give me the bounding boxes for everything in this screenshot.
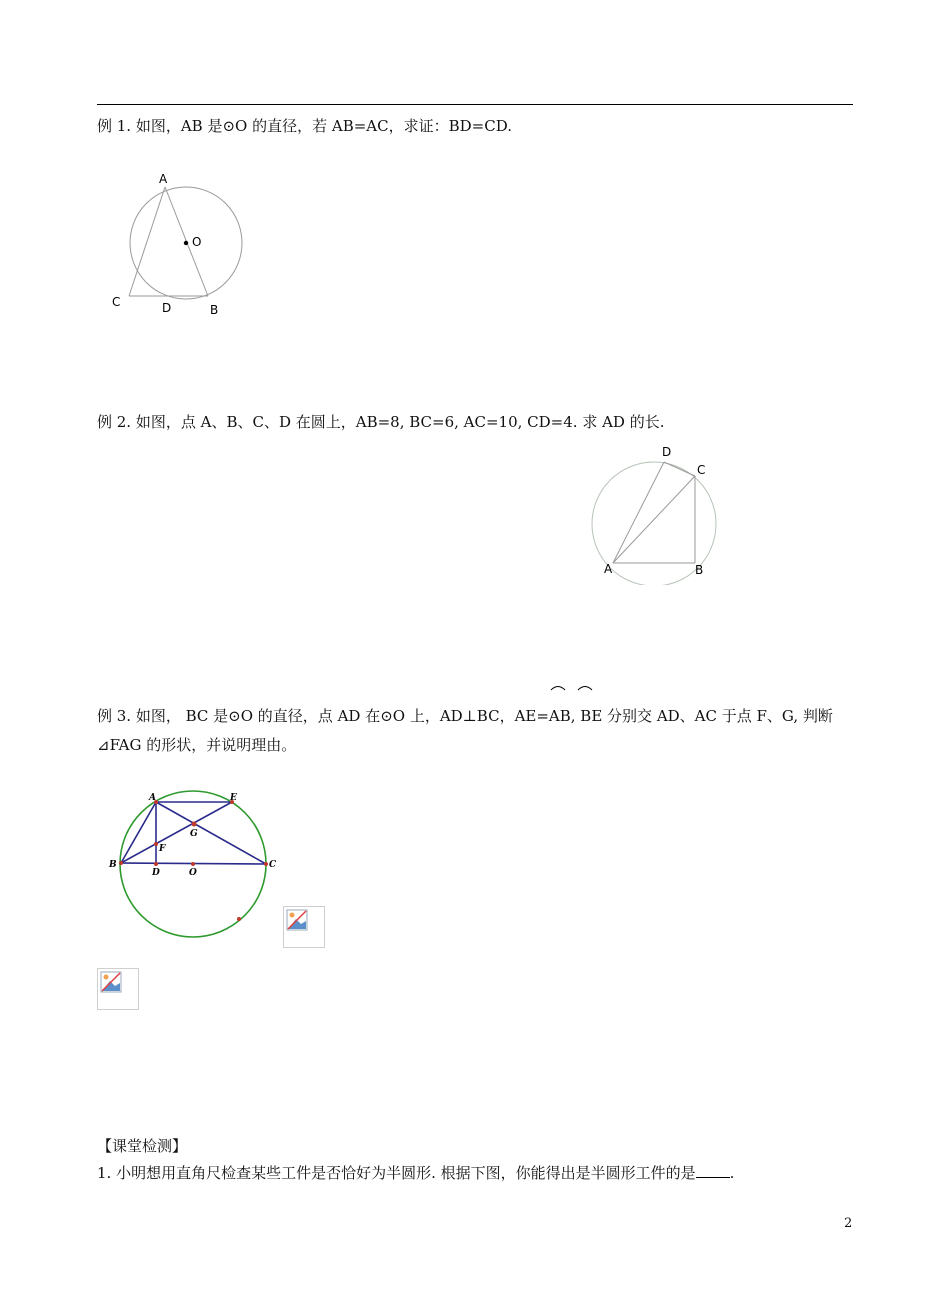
- label-D: D: [662, 445, 672, 459]
- label-D: D: [162, 301, 172, 315]
- label-B: B: [695, 563, 704, 577]
- point-B: [119, 861, 123, 865]
- question1-text: 1. 小明想用直角尺检查某些工件是否恰好为半圆形. 根据下图，你能得出是半圆形工件的是: [97, 1164, 696, 1182]
- point-F: [154, 842, 158, 846]
- label-C: C: [112, 295, 121, 309]
- broken-image-icon: [286, 909, 308, 931]
- point-O: [191, 862, 195, 866]
- example3-text-line1: 例 3. 如图， BC 是⊙O 的直径，点 AD 在⊙O 上，AD⊥BC，AE=AB, BE 分别交 AD、AC 于点 F、G, 判断: [97, 707, 833, 725]
- broken-image-icon: [100, 971, 122, 993]
- broken-image-placeholder: [283, 906, 325, 948]
- example3-text-line2: ⊿FAG 的形状，并说明理由。: [97, 736, 297, 754]
- question1-end: .: [729, 1164, 735, 1182]
- point-C: [264, 862, 268, 866]
- point-G: [192, 822, 197, 827]
- label-B: B: [109, 860, 117, 870]
- arc-marks: [548, 680, 598, 694]
- label-A: A: [149, 793, 156, 803]
- broken-image-placeholder: [97, 968, 139, 1010]
- segment-AC: [613, 476, 695, 563]
- segment-DC: [664, 462, 695, 476]
- example3-figure: [105, 788, 285, 943]
- answer-blank[interactable]: [696, 1163, 730, 1178]
- label-D: D: [152, 868, 160, 878]
- label-A: A: [604, 562, 613, 576]
- segment-AD: [613, 462, 664, 563]
- label-O: O: [189, 868, 197, 878]
- example2-text: 例 2. 如图，点 A、B、C、D 在圆上，AB=8, BC=6, AC=10, CD=4. 求 AD 的长.: [97, 413, 665, 431]
- point-D: [154, 862, 158, 866]
- example1-figure: [105, 168, 255, 318]
- label-F: F: [159, 844, 166, 854]
- center-point-O: [184, 241, 188, 245]
- label-E: E: [230, 793, 237, 803]
- label-C: C: [269, 860, 277, 870]
- label-O: O: [192, 235, 202, 249]
- label-A: A: [159, 172, 168, 186]
- segment-AC: [156, 802, 266, 864]
- question1: [97, 1163, 734, 1183]
- label-B: B: [210, 303, 219, 317]
- example2-figure: [585, 440, 730, 585]
- example1-text: 例 1. 如图，AB 是⊙O 的直径，若 AB=AC，求证：BD=CD.: [97, 117, 512, 135]
- section-title: 【课堂检测】: [97, 1137, 188, 1155]
- point-on-circle: [237, 917, 241, 921]
- header-rule: [97, 104, 853, 105]
- label-G: G: [190, 829, 198, 839]
- label-C: C: [697, 463, 706, 477]
- page-number: 2: [844, 1216, 853, 1231]
